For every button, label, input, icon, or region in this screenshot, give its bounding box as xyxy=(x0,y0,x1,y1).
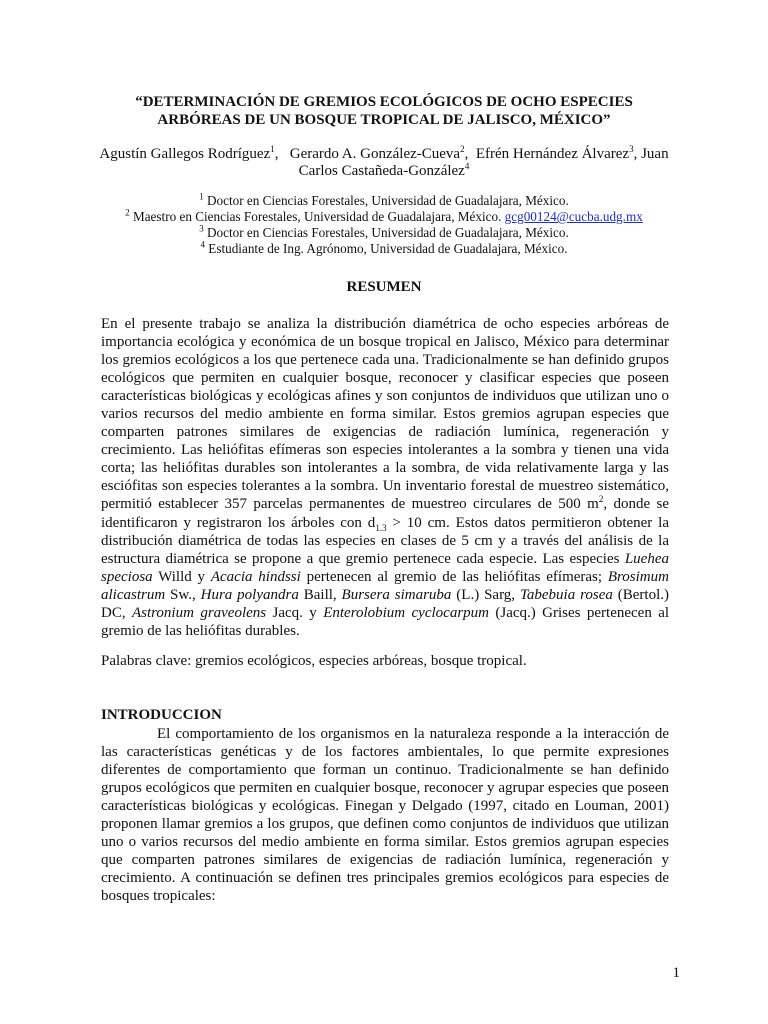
affiliation-marker: 1 xyxy=(199,191,204,202)
paper-title xyxy=(96,93,672,129)
abstract-text: pertenecen al gremio de las heliófitas efímeras; xyxy=(300,568,608,585)
species-name: Hura polyandra xyxy=(200,586,299,603)
author-name: Agustín Gallegos Rodríguez xyxy=(99,146,271,162)
affiliation-item xyxy=(96,241,672,257)
affiliation-text: Estudiante de Ing. Agrónomo, Universidad de Guadalajara, México. xyxy=(204,241,568,256)
affiliation-text: Maestro en Ciencias Forestales, Universidad de Guadalajara, México. xyxy=(129,209,505,224)
species-authority: Willd y xyxy=(152,568,211,585)
email-link[interactable]: gcg00124@cucba.udg.mx xyxy=(504,209,643,224)
abstract-heading: RESUMEN xyxy=(346,279,422,295)
introduction-heading: INTRODUCCION xyxy=(101,707,222,723)
keywords: Palabras clave: gremios ecológicos, especies arbóreas, bosque tropical. xyxy=(101,653,527,669)
affiliation-item xyxy=(96,193,672,209)
species-authority: Jacq. y xyxy=(266,604,324,621)
author-affil-marker: 4 xyxy=(464,161,470,171)
affiliation-text: Doctor en Ciencias Forestales, Universidad de Guadalajara, México. xyxy=(203,193,569,208)
species-name: Luehea speciosa xyxy=(101,550,669,585)
affiliation-text: Doctor en Ciencias Forestales, Universidad de Guadalajara, México. xyxy=(203,225,569,240)
page-number: 1 xyxy=(672,965,680,981)
author-name: Gerardo A. González-Cueva xyxy=(289,146,461,162)
introduction-paragraph: El comportamiento de los organismos en la naturaleza responde a la interacción de las características genéticas y de los factores ambientales, lo que permite expresiones diferentes de comportamiento que forman un continuo. Tradicionalmente se han definido grupos ecológicos que permiten en cualquier bosque, reconocer y agrupar especies que poseen características biológicas y ecológicas. Finegan y Delgado (1997, citado en Louman, 2001) proponen llamar gremios a los grupos, que definen como conjuntos de individuos que utilizan uno o varios recursos del medio ambiente en forma similar. Estos gremios agrupan especies que comparten patrones similares de exigencias de radiación lumínica, regeneración y crecimiento. A continuación se definen tres principales gremios ecológicos para especies de bosques tropicales: xyxy=(101,726,669,905)
species-authority: Baill, xyxy=(298,586,342,603)
author-affil-marker: 1 xyxy=(270,144,275,154)
subscript: 1.3 xyxy=(375,522,387,533)
author-separator: , xyxy=(274,146,290,162)
species-name: Bursera simaruba xyxy=(341,586,452,603)
abstract-text: > 10 cm. Estos datos permitieron obtener la distribución diamétrica de todas las especies en clases de 5 cm y a través del análisis de la estructura diamétrica se propone a que gremio pertenece cada especie. Las especies xyxy=(101,514,669,567)
species-name: Enterolobium cyclocarpum xyxy=(323,604,489,621)
abstract-text: , donde se identificaron y registraron los árboles con d xyxy=(101,496,670,531)
superscript: 2 xyxy=(598,494,604,505)
author-separator: , xyxy=(464,146,476,162)
title-line-2: ARBÓREAS DE UN BOSQUE TROPICAL DE JALISCO, MÉXICO” xyxy=(157,112,611,128)
affiliation-list xyxy=(96,193,672,257)
species-name: Acacia hindssi xyxy=(210,568,301,585)
author-separator: , xyxy=(633,146,642,162)
species-authority: (L.) Sarg, xyxy=(451,586,520,603)
species-authority: (Bertol.) DC, xyxy=(101,586,669,621)
affiliation-item xyxy=(96,225,672,241)
abstract-text: En el presente trabajo se analiza la distribución diamétrica de ocho especies arbóreas de importancia ecológica y económica de un bosque tropical en Jalisco, México para determinar los gremios ecológicos a los que pertenece cada una. Tradicionalmente se han definido grupos ecológicos que permiten en cualquier bosque, reconocer y clasificar especies que poseen características biológicas y ecológicas afines y son conjuntos de individuos que utilizan uno o varios recursos del medio ambiente en forma similar. Estos gremios agrupan especies que comparten patrones similares de exigencias de radiación lumínica, regeneración y crecimiento. Las heliófitas efímeras son especies intolerantes a la sombra y tienen una vida corta; las heliófitas durables son intolerantes a la sombra, de vida relativamente larga y las esciófitas son especies tolerantes a la sombra. Un inventario forestal de muestreo sistemático, permitió establecer 357 parcelas permanentes de muestreo circulares de 500 m xyxy=(101,316,669,513)
species-authority: Sw., xyxy=(165,586,201,603)
author-affil-marker: 3 xyxy=(629,144,634,154)
affiliation-item xyxy=(96,209,672,225)
author-name: Juan Carlos Castañeda-González xyxy=(298,146,669,179)
species-name: Tabebuia rosea xyxy=(519,586,613,603)
species-authority: (Jacq.) Grises pertenecen al gremio de las heliófitas durables. xyxy=(101,604,670,639)
author-affil-marker: 2 xyxy=(460,144,465,154)
species-name: Brosimum alicastrum xyxy=(101,568,669,603)
author-name: Efrén Hernández Álvarez xyxy=(475,146,630,162)
abstract-paragraph xyxy=(101,315,669,640)
affiliation-marker: 4 xyxy=(200,239,205,250)
author-list xyxy=(96,146,672,180)
title-line-1: “DETERMINACIÓN DE GREMIOS ECOLÓGICOS DE OCHO ESPECIES xyxy=(135,94,633,110)
affiliation-marker: 3 xyxy=(199,223,204,234)
affiliation-marker: 2 xyxy=(125,207,130,218)
species-name: Astronium graveolens xyxy=(131,604,267,621)
